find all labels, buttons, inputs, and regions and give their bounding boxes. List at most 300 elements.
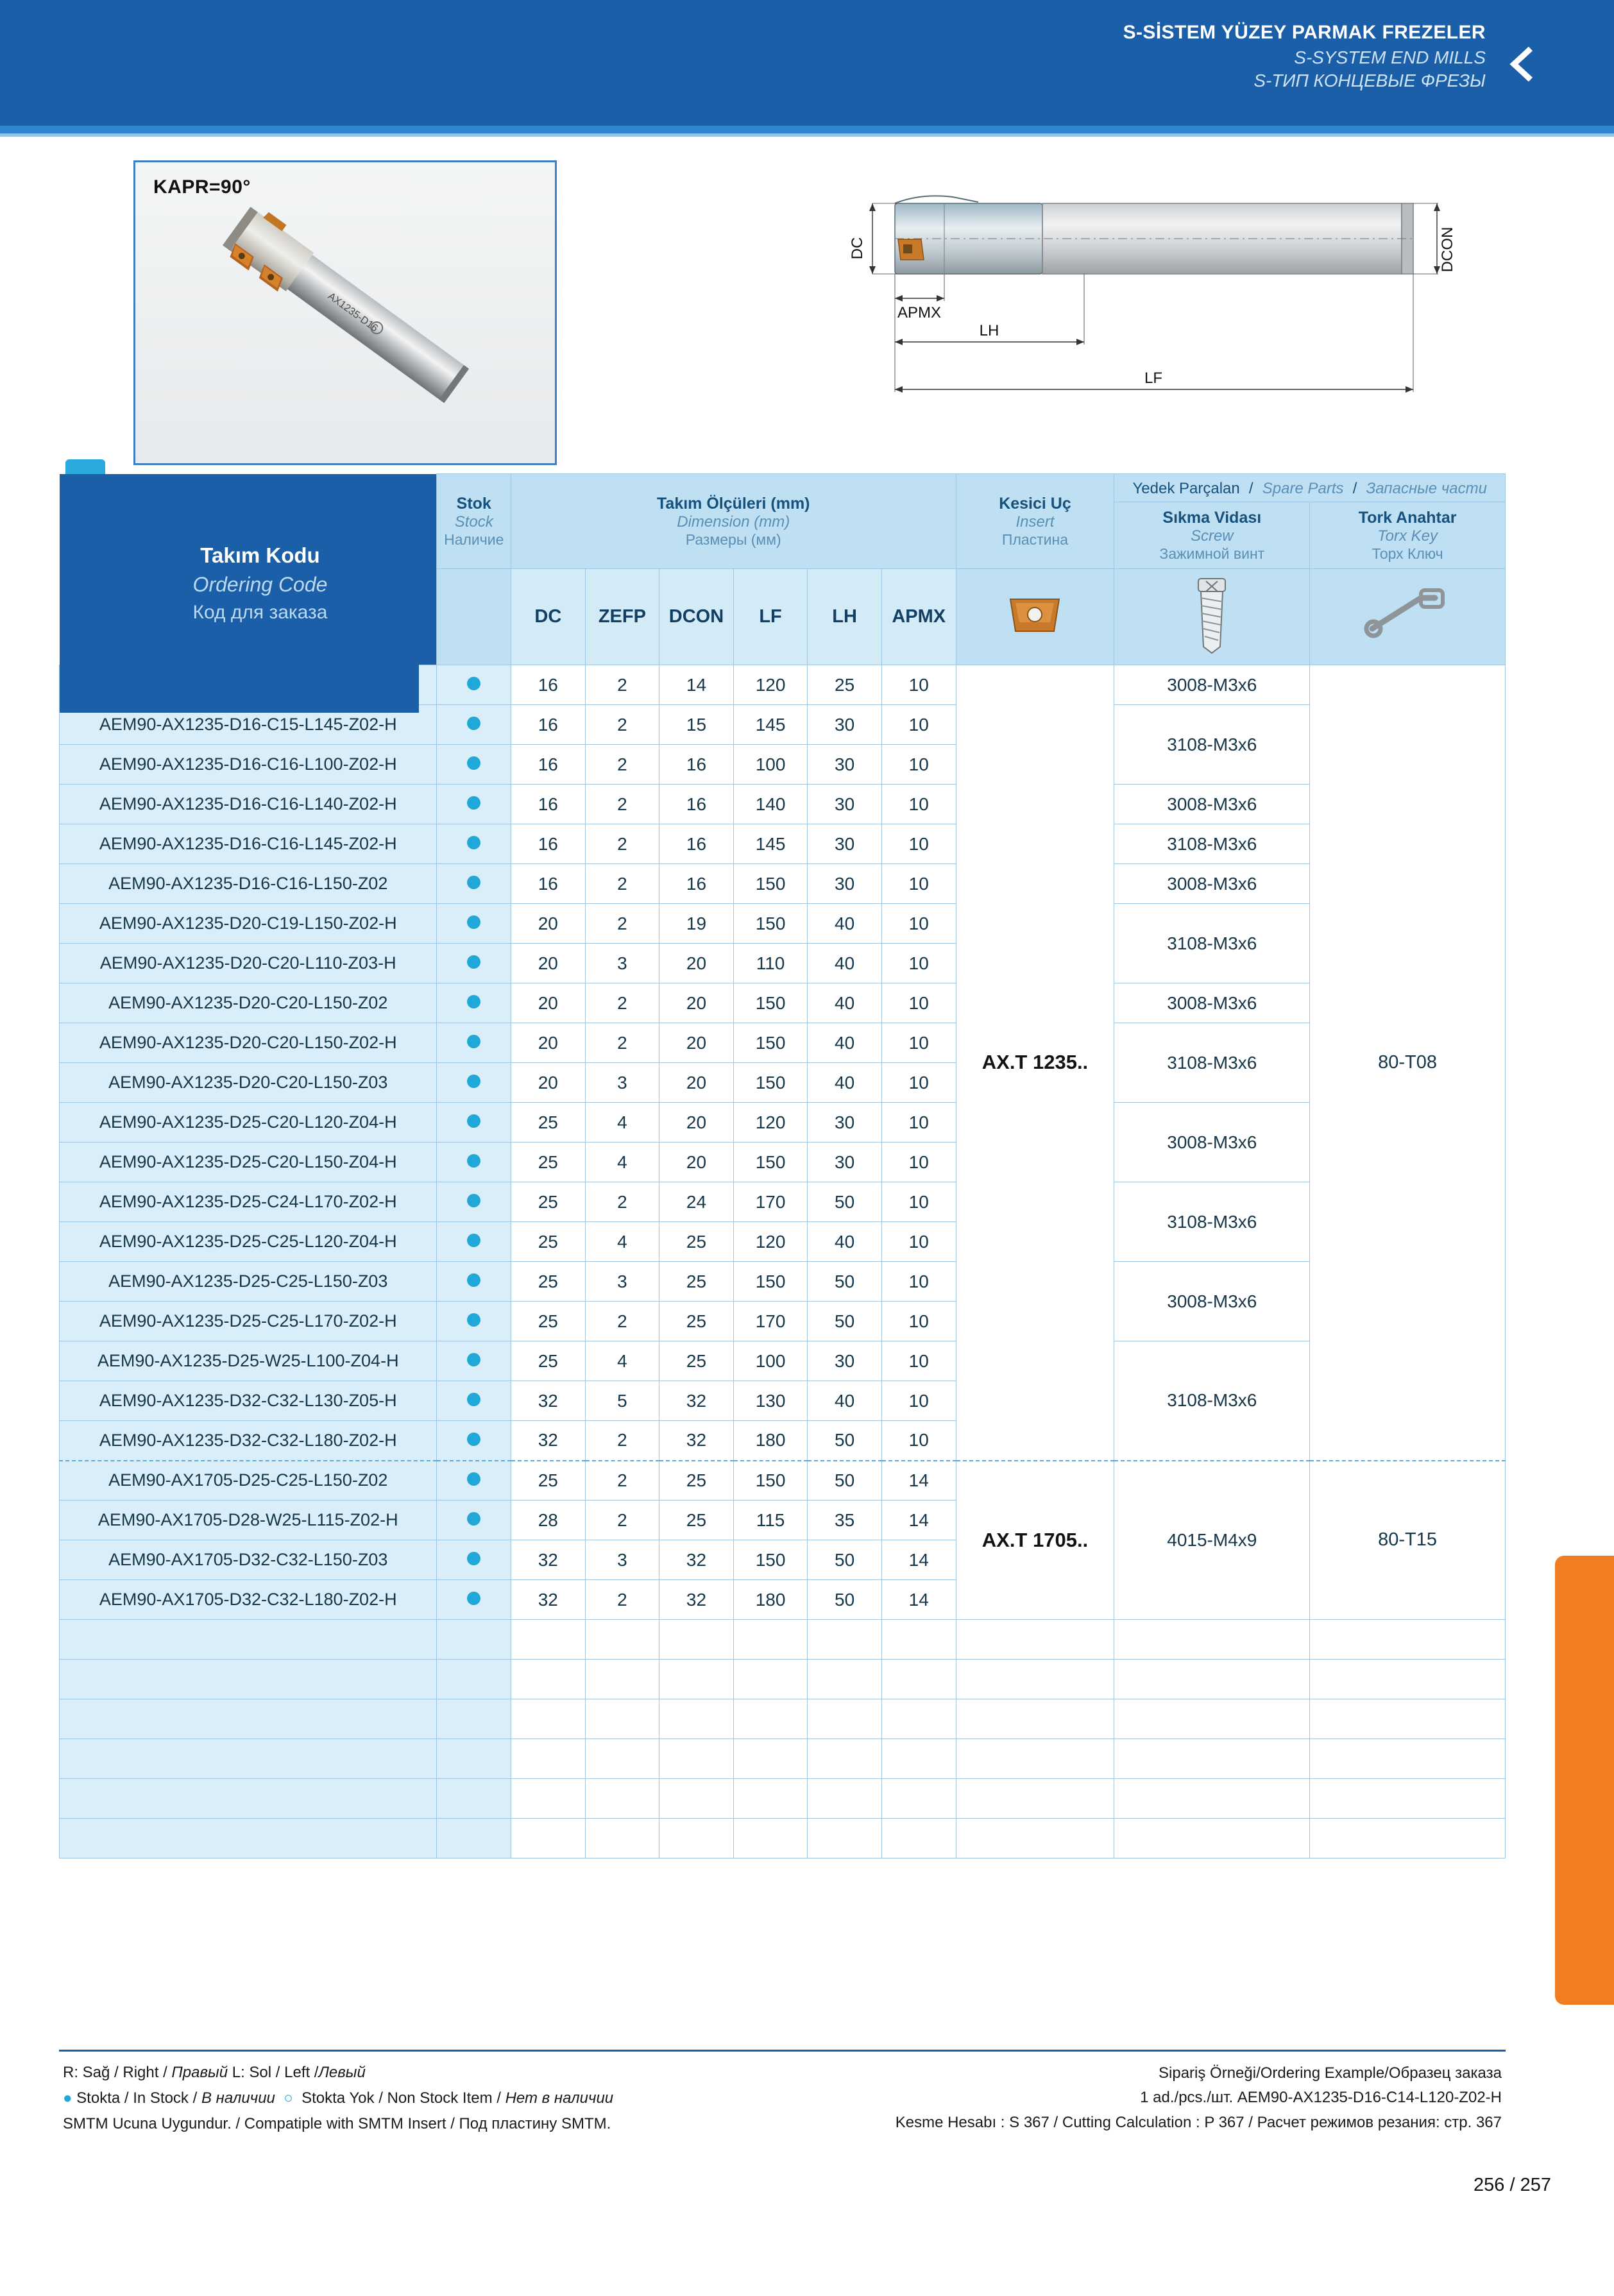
table-filler-cell (808, 1739, 882, 1779)
row-stock-status (437, 1222, 511, 1262)
row-stock-status (437, 1262, 511, 1302)
row-lf: 150 (733, 1262, 808, 1302)
row-ordering-code[interactable]: AEM90-AX1235-D25-C25-L120-Z04-H (60, 1222, 437, 1262)
table-filler-cell (956, 1739, 1114, 1779)
table-filler-cell (437, 1620, 511, 1660)
row-apmx: 14 (881, 1580, 956, 1620)
row-dc: 20 (511, 1023, 586, 1063)
table-filler-row (60, 1620, 1506, 1660)
stock-dot-icon (467, 1035, 480, 1048)
ordering-code-en: Ordering Code (192, 572, 328, 596)
row-stock-status (437, 1421, 511, 1461)
col-lh: LH (808, 569, 882, 665)
row-stock-status (437, 745, 511, 785)
stock-dot-icon (467, 876, 480, 889)
row-lf: 120 (733, 1222, 808, 1262)
order-example-label: Sipariş Örneği/Ordering Example/ (1159, 2064, 1389, 2082)
row-ordering-code[interactable]: AEM90-AX1235-D32-C32-L180-Z02-H (60, 1421, 437, 1461)
torx-header-en: Torx Key (1377, 527, 1438, 545)
row-dcon: 32 (659, 1540, 734, 1580)
order-example-code: 1 ad./pcs./шт. AEM90-AX1235-D16-C14-L120-Z02-H (1140, 2089, 1502, 2107)
table-filler-row (60, 1739, 1506, 1779)
table-filler-cell (1114, 1660, 1310, 1699)
table-filler-cell (881, 1819, 956, 1858)
legend-nonstock-ru: Нет в наличии (505, 2089, 614, 2107)
stock-dot-icon (467, 1154, 480, 1168)
header-divider-light (0, 133, 1614, 137)
stock-dot-icon (467, 1313, 480, 1327)
table-filler-cell (659, 1779, 734, 1819)
header-title-en: S-SYSTEM END MILLS (1294, 47, 1486, 67)
row-lh: 50 (808, 1182, 882, 1222)
row-lf: 140 (733, 785, 808, 824)
row-dcon: 16 (659, 864, 734, 904)
legend-right-tr: R: Sağ / Right / (63, 2064, 167, 2081)
row-lh: 40 (808, 1381, 882, 1421)
row-lf: 150 (733, 904, 808, 944)
table-filler-cell (881, 1779, 956, 1819)
row-zefp: 2 (585, 824, 659, 864)
table-filler-cell (733, 1739, 808, 1779)
table-filler-cell (511, 1620, 586, 1660)
row-lh: 50 (808, 1302, 882, 1341)
svg-text:APMX: APMX (897, 304, 942, 321)
table-filler-cell (437, 1779, 511, 1819)
row-screw-code: 3108-M3x6 (1114, 824, 1310, 864)
row-stock-status (437, 1580, 511, 1620)
row-ordering-code[interactable]: AEM90-AX1235-D20-C19-L150-Z02-H (60, 904, 437, 944)
stock-dot-icon (467, 796, 480, 810)
insert-icon (1004, 590, 1066, 639)
row-lf: 120 (733, 665, 808, 705)
row-screw-code: 3108-M3x6 (1114, 705, 1310, 785)
row-apmx: 10 (881, 944, 956, 983)
row-apmx: 10 (881, 1262, 956, 1302)
torx-header-ru: Торх Ключ (1372, 545, 1443, 562)
torx-key-icon (1359, 584, 1456, 645)
row-zefp: 2 (585, 1182, 659, 1222)
row-ordering-code[interactable]: AEM90-AX1235-D25-C25-L170-Z02-H (60, 1302, 437, 1341)
row-screw-code: 3008-M3x6 (1114, 1262, 1310, 1341)
table-filler-cell (956, 1699, 1114, 1739)
row-zefp: 5 (585, 1381, 659, 1421)
table-filler-cell (60, 1620, 437, 1660)
table-filler-cell (511, 1819, 586, 1858)
row-lh: 30 (808, 1143, 882, 1182)
insert-header-tr: Kesici Uç (999, 494, 1071, 513)
table-filler-cell (437, 1699, 511, 1739)
table-filler-cell (585, 1699, 659, 1739)
screw-header (1114, 502, 1310, 569)
table-row[interactable] (60, 1182, 1506, 1222)
row-zefp: 2 (585, 1461, 659, 1501)
col-apmx: APMX (881, 569, 956, 665)
row-lh: 50 (808, 1580, 882, 1620)
row-ordering-code[interactable]: AEM90-AX1235-D25-W25-L100-Z04-H (60, 1341, 437, 1381)
row-ordering-code[interactable]: AEM90-AX1705-D25-C25-L150-Z02 (60, 1461, 437, 1501)
row-torx-code: 80-T08 (1310, 665, 1506, 1461)
insert-header-en: Insert (1015, 513, 1055, 531)
row-lf: 150 (733, 1540, 808, 1580)
row-apmx: 10 (881, 1182, 956, 1222)
spare-parts-ru: Запасные части (1366, 480, 1487, 497)
stock-dot-icon (467, 955, 480, 969)
row-zefp: 3 (585, 1540, 659, 1580)
row-dc: 16 (511, 705, 586, 745)
screw-header-en: Screw (1190, 527, 1234, 545)
row-dc: 25 (511, 1341, 586, 1381)
row-zefp: 2 (585, 745, 659, 785)
row-dc: 16 (511, 785, 586, 824)
row-screw-code: 3108-M3x6 (1114, 1341, 1310, 1461)
row-stock-status (437, 665, 511, 705)
row-stock-status (437, 785, 511, 824)
row-dcon: 20 (659, 944, 734, 983)
svg-text:DCON: DCON (1439, 226, 1456, 273)
row-dc: 20 (511, 983, 586, 1023)
header-title-ru: S-ТИП КОНЦЕВЫЕ ФРЕЗЫ (1253, 71, 1486, 90)
table-filler-cell (437, 1660, 511, 1699)
row-dc: 25 (511, 1182, 586, 1222)
row-zefp: 2 (585, 1302, 659, 1341)
kapr-label: KAPR=90° (153, 176, 251, 198)
row-screw-code: 3008-M3x6 (1114, 864, 1310, 904)
ordering-code-ru: Код для заказа (192, 601, 328, 623)
svg-text:LF: LF (1144, 370, 1163, 387)
stock-dot-icon (467, 1433, 480, 1446)
row-lf: 150 (733, 1461, 808, 1501)
table-filler-row (60, 1779, 1506, 1819)
stock-dot-icon (467, 677, 480, 690)
table-row[interactable] (60, 904, 1506, 944)
row-dc: 25 (511, 1262, 586, 1302)
footer-order-example (896, 2061, 1502, 2135)
row-lf: 150 (733, 983, 808, 1023)
stock-header-ru: Наличие (444, 531, 504, 548)
svg-text:AX1235-D16: AX1235-D16 (325, 291, 380, 334)
row-stock-status (437, 904, 511, 944)
table-filler-cell (60, 1739, 437, 1779)
row-lf: 150 (733, 1143, 808, 1182)
screw-header-ru: Зажимной винт (1159, 545, 1265, 562)
row-dc: 25 (511, 1103, 586, 1143)
table-row[interactable] (60, 864, 1506, 904)
product-table (59, 473, 1506, 1858)
row-dc: 20 (511, 904, 586, 944)
row-zefp: 2 (585, 705, 659, 745)
row-lf: 130 (733, 1381, 808, 1421)
row-ordering-code[interactable]: AEM90-AX1235-D20-C20-L150-Z02 (60, 983, 437, 1023)
row-ordering-code[interactable]: AEM90-AX1235-D20-C20-L150-Z02-H (60, 1023, 437, 1063)
side-index-tab (1555, 1556, 1614, 2005)
row-torx-code: 80-T15 (1310, 1461, 1506, 1620)
row-apmx: 10 (881, 824, 956, 864)
spare-parts-en: Spare Parts (1262, 480, 1344, 497)
row-lh: 35 (808, 1501, 882, 1540)
table-row[interactable] (60, 1341, 1506, 1381)
end-mill-technical-drawing (795, 164, 1540, 459)
table-filler-cell (60, 1819, 437, 1858)
tool-photo-box (133, 160, 557, 465)
row-lf: 150 (733, 864, 808, 904)
row-dcon: 25 (659, 1222, 734, 1262)
row-ordering-code[interactable]: AEM90-AX1235-D16-C16-L100-Z02-H (60, 745, 437, 785)
row-ordering-code[interactable]: AEM90-AX1235-D25-C20-L150-Z04-H (60, 1143, 437, 1182)
row-dcon: 32 (659, 1381, 734, 1421)
row-lh: 40 (808, 904, 882, 944)
page-header (0, 0, 1614, 126)
row-stock-status (437, 824, 511, 864)
stock-dot-icon (467, 1075, 480, 1088)
col-zefp: ZEFP (585, 569, 659, 665)
row-apmx: 10 (881, 904, 956, 944)
stock-dot-icon (467, 1273, 480, 1287)
row-apmx: 10 (881, 1143, 956, 1182)
row-lh: 30 (808, 745, 882, 785)
row-lh: 40 (808, 1222, 882, 1262)
row-dcon: 32 (659, 1580, 734, 1620)
table-filler-cell (956, 1779, 1114, 1819)
table-row[interactable] (60, 785, 1506, 824)
row-apmx: 10 (881, 1341, 956, 1381)
row-lf: 115 (733, 1501, 808, 1540)
row-lf: 100 (733, 745, 808, 785)
table-filler-row (60, 1699, 1506, 1739)
table-filler-cell (881, 1699, 956, 1739)
row-zefp: 2 (585, 1023, 659, 1063)
row-dcon: 25 (659, 1501, 734, 1540)
row-dcon: 25 (659, 1461, 734, 1501)
row-dcon: 20 (659, 1063, 734, 1103)
table-filler-cell (881, 1739, 956, 1779)
row-lf: 110 (733, 944, 808, 983)
legend-stock-tr: Stokta / In Stock / (76, 2089, 198, 2107)
footer-legend (63, 2061, 613, 2136)
stock-header-en: Stock (454, 513, 493, 531)
row-lh: 30 (808, 785, 882, 824)
table-filler-cell (60, 1660, 437, 1699)
row-lh: 30 (808, 864, 882, 904)
row-screw-code: 3108-M3x6 (1114, 1182, 1310, 1262)
table-filler-cell (733, 1660, 808, 1699)
row-lf: 120 (733, 1103, 808, 1143)
table-row[interactable] (60, 983, 1506, 1023)
table-filler-cell (659, 1620, 734, 1660)
page-footer (59, 2050, 1506, 2132)
table-filler-cell (60, 1699, 437, 1739)
table-filler-cell (1310, 1819, 1506, 1858)
row-ordering-code[interactable]: AEM90-AX1705-D28-W25-L115-Z02-H (60, 1501, 437, 1540)
table-row[interactable] (60, 1262, 1506, 1302)
table-filler-cell (511, 1660, 586, 1699)
row-dcon: 25 (659, 1262, 734, 1302)
row-dc: 25 (511, 1461, 586, 1501)
row-dcon: 20 (659, 983, 734, 1023)
row-dc: 32 (511, 1540, 586, 1580)
screw-header-tr: Sıkma Vidası (1162, 508, 1262, 527)
chevron-left-icon (1508, 45, 1537, 83)
row-ordering-code[interactable]: AEM90-AX1235-D16-C16-L140-Z02-H (60, 785, 437, 824)
row-ordering-code[interactable]: AEM90-AX1235-D16-C15-L145-Z02-H (60, 705, 437, 745)
row-lh: 40 (808, 1063, 882, 1103)
row-stock-status (437, 1063, 511, 1103)
row-apmx: 10 (881, 1302, 956, 1341)
row-apmx: 10 (881, 1103, 956, 1143)
row-dc: 20 (511, 1063, 586, 1103)
table-filler-cell (1310, 1699, 1506, 1739)
table-filler-cell (808, 1779, 882, 1819)
row-stock-status (437, 983, 511, 1023)
stock-dot-icon (467, 1472, 480, 1486)
row-apmx: 10 (881, 983, 956, 1023)
legend-nonstock-dot: ○ (279, 2089, 298, 2107)
legend-nonstock-tr: Stokta Yok / Non Stock Item / (302, 2089, 501, 2107)
row-dcon: 19 (659, 904, 734, 944)
row-lf: 170 (733, 1182, 808, 1222)
row-lf: 180 (733, 1580, 808, 1620)
stock-header-tr: Stok (456, 494, 491, 513)
row-ordering-code[interactable]: AEM90-AX1235-D25-C20-L120-Z04-H (60, 1103, 437, 1143)
row-apmx: 10 (881, 864, 956, 904)
row-dcon: 20 (659, 1023, 734, 1063)
table-filler-cell (1114, 1620, 1310, 1660)
footer-divider (59, 2050, 1506, 2052)
row-stock-status (437, 864, 511, 904)
row-ordering-code[interactable]: AEM90-AX1235-D16-C16-L145-Z02-H (60, 824, 437, 864)
row-stock-status (437, 1182, 511, 1222)
row-dc: 25 (511, 1143, 586, 1182)
dimension-header-ru: Размеры (мм) (685, 531, 781, 548)
row-ordering-code[interactable]: AEM90-AX1235-D25-C25-L150-Z03 (60, 1262, 437, 1302)
table-row[interactable] (60, 1023, 1506, 1063)
table-row[interactable] (60, 1461, 1506, 1501)
table-filler-cell (733, 1620, 808, 1660)
row-apmx: 10 (881, 705, 956, 745)
table-filler-cell (956, 1660, 1114, 1699)
table-filler-cell (585, 1819, 659, 1858)
col-dcon: DCON (659, 569, 734, 665)
screw-icon (1187, 575, 1237, 654)
row-dcon: 24 (659, 1182, 734, 1222)
cutting-calc-tr: Kesme Hesabı : S 367 / (895, 2113, 1062, 2131)
row-lh: 30 (808, 824, 882, 864)
stock-dot-icon (467, 1552, 480, 1565)
table-filler-cell (1114, 1779, 1310, 1819)
table-filler-cell (585, 1739, 659, 1779)
col-dc: DC (511, 569, 586, 665)
table-filler-cell (808, 1660, 882, 1699)
row-ordering-code[interactable]: AEM90-AX1235-D25-C24-L170-Z02-H (60, 1182, 437, 1222)
row-ordering-code[interactable]: AEM90-AX1235-D20-C20-L150-Z03 (60, 1063, 437, 1103)
table-filler-cell (1114, 1699, 1310, 1739)
table-filler-cell (1310, 1739, 1506, 1779)
table-filler-cell (659, 1699, 734, 1739)
row-apmx: 10 (881, 785, 956, 824)
screw-icon-cell (1114, 569, 1310, 665)
row-ordering-code[interactable]: AEM90-AX1705-D32-C32-L180-Z02-H (60, 1580, 437, 1620)
cutting-calc-en-ru: Cutting Calculation : P 367 / Расчет режимов резания: стр. 367 (1062, 2113, 1502, 2131)
table-filler-cell (1310, 1620, 1506, 1660)
row-lh: 50 (808, 1461, 882, 1501)
row-screw-code: 3008-M3x6 (1114, 665, 1310, 705)
insert-header (956, 474, 1114, 569)
spare-parts-header: Yedek Parçalan / Spare Parts / Запасные части (1114, 474, 1506, 502)
stock-dot-icon (467, 1234, 480, 1247)
stock-dot-icon (467, 1512, 480, 1526)
row-lf: 180 (733, 1421, 808, 1461)
row-ordering-code[interactable]: AEM90-AX1235-D16-C16-L150-Z02 (60, 864, 437, 904)
row-ordering-code[interactable]: AEM90-AX1235-D32-C32-L130-Z05-H (60, 1381, 437, 1421)
table-row[interactable] (60, 824, 1506, 864)
row-ordering-code[interactable]: AEM90-AX1235-D20-C20-L110-Z03-H (60, 944, 437, 983)
row-lh: 40 (808, 983, 882, 1023)
row-screw-code: 3108-M3x6 (1114, 1023, 1310, 1103)
row-dc: 16 (511, 665, 586, 705)
stock-dot-icon (467, 915, 480, 929)
stock-header (437, 474, 511, 569)
stock-dot-icon (467, 836, 480, 849)
dimension-header-tr: Takım Ölçüleri (mm) (657, 494, 810, 513)
row-stock-status (437, 705, 511, 745)
row-apmx: 10 (881, 665, 956, 705)
row-dcon: 32 (659, 1421, 734, 1461)
table-filler-cell (956, 1819, 1114, 1858)
end-mill-photo (180, 201, 539, 457)
row-zefp: 2 (585, 983, 659, 1023)
svg-text:LH: LH (979, 322, 999, 339)
table-filler-cell (585, 1620, 659, 1660)
row-zefp: 2 (585, 1421, 659, 1461)
row-stock-status (437, 1461, 511, 1501)
legend-left-ru: Левый (318, 2064, 366, 2081)
row-zefp: 2 (585, 1580, 659, 1620)
dimension-header-en: Dimension (mm) (677, 513, 790, 531)
row-zefp: 3 (585, 1262, 659, 1302)
table-row[interactable] (60, 1103, 1506, 1143)
table-filler-cell (808, 1819, 882, 1858)
row-insert-code: AX.T 1705.. (956, 1461, 1114, 1620)
row-zefp: 3 (585, 1063, 659, 1103)
row-dcon: 20 (659, 1143, 734, 1182)
stock-col-spacer (437, 569, 511, 665)
row-apmx: 14 (881, 1461, 956, 1501)
table-filler-cell (881, 1620, 956, 1660)
row-zefp: 2 (585, 665, 659, 705)
table-filler-row (60, 1819, 1506, 1858)
insert-icon-cell (956, 569, 1114, 665)
row-lf: 145 (733, 824, 808, 864)
row-apmx: 14 (881, 1540, 956, 1580)
row-apmx: 10 (881, 1222, 956, 1262)
table-filler-cell (60, 1779, 437, 1819)
stock-dot-icon (467, 995, 480, 1008)
table-filler-cell (1114, 1819, 1310, 1858)
row-ordering-code[interactable]: AEM90-AX1705-D32-C32-L150-Z03 (60, 1540, 437, 1580)
row-apmx: 14 (881, 1501, 956, 1540)
table-filler-cell (659, 1819, 734, 1858)
stock-dot-icon (467, 1114, 480, 1128)
torx-icon-cell (1310, 569, 1506, 665)
legend-stock-ru: В наличии (201, 2089, 275, 2107)
row-stock-status (437, 1143, 511, 1182)
row-stock-status (437, 944, 511, 983)
header-titles (1123, 22, 1486, 91)
row-apmx: 10 (881, 1063, 956, 1103)
row-screw-code: 4015-M4x9 (1114, 1461, 1310, 1620)
row-stock-status (437, 1341, 511, 1381)
row-screw-code: 3008-M3x6 (1114, 785, 1310, 824)
row-lh: 50 (808, 1262, 882, 1302)
